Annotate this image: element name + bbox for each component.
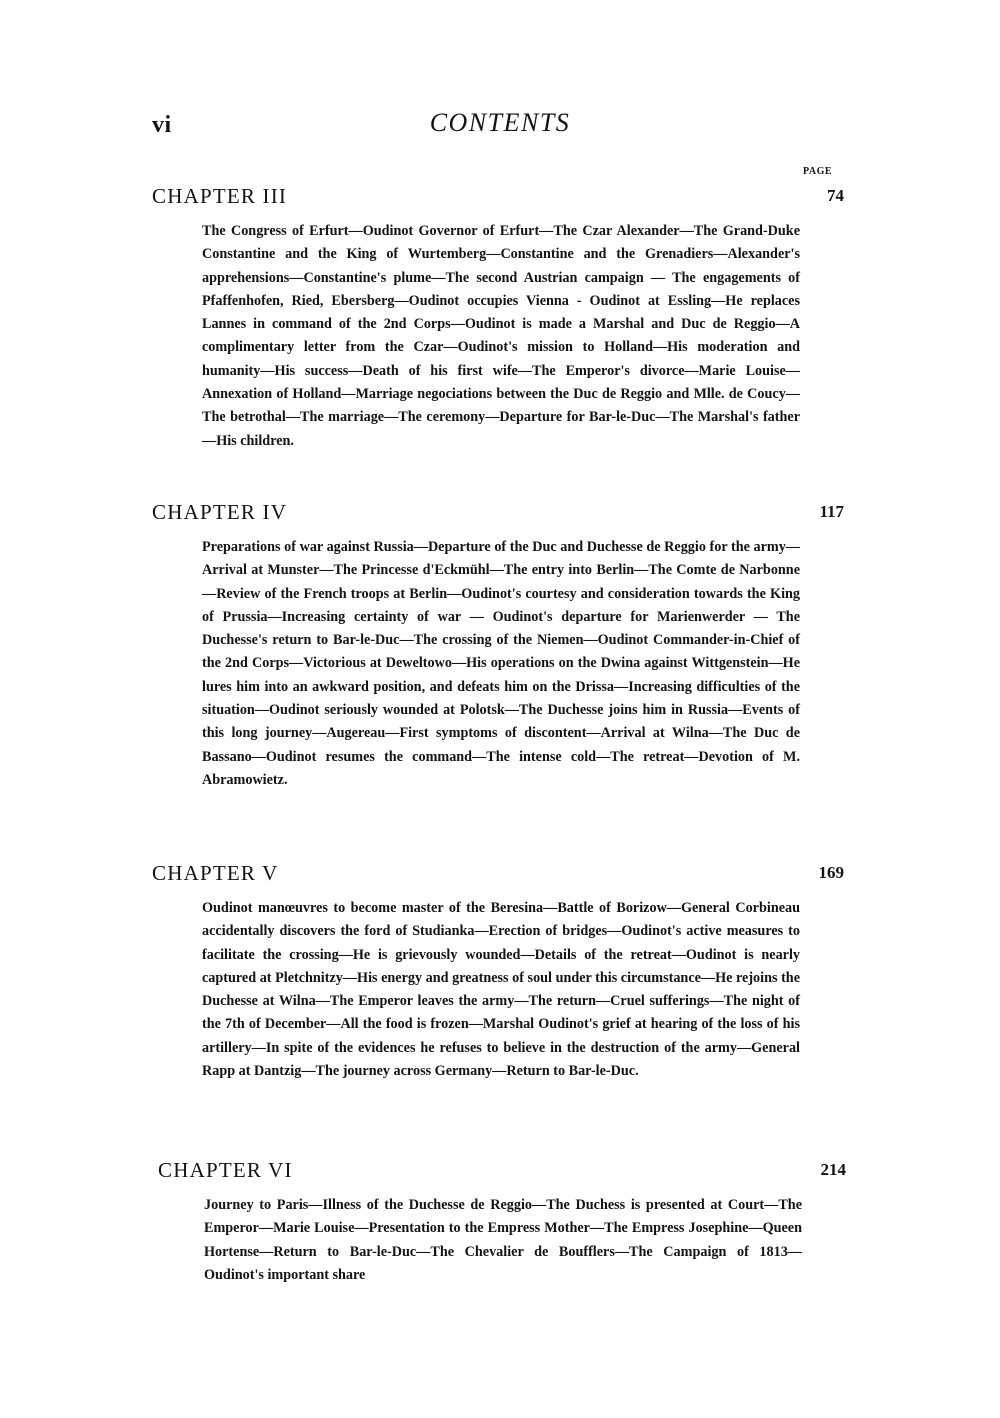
chapter-title[interactable]: CHAPTER IV (152, 500, 288, 524)
chapter-page-number[interactable]: 214 (820, 1160, 846, 1179)
chapter-title[interactable]: CHAPTER VI (158, 1158, 293, 1182)
chapter-title[interactable]: CHAPTER V (152, 861, 279, 885)
chapter-summary: The Congress of Erfurt—Oudinot Governor of Erfurt—The Czar Alexander—The Grand-Duke Constantine and the King of Wurtemberg—Constantine and the Grenadiers—Alexander's apprehensions—Constantine's plume—The second Austrian campaign — The engagements of Pfaffenhofen, Ried, Ebersberg—Oudinot occupies Vienna - Oudinot at Essling—He replaces Lannes in command of the 2nd Corps—Oudinot is made a Marshal and Duc de Reggio—A complimentary letter from the Czar—Oudinot's mission to Holland—His moderation and humanity—His success—Death of his first wife—The Emperor's divorce—Marie Louise—Annexation of Holland—Marriage negociations between the Duc de Reggio and Mlle. de Coucy—The betrothal—The marriage—The ceremony—Departure for Bar-le-Duc—The Marshal's father—His children. (202, 223, 800, 449)
page-title: CONTENTS (429, 108, 571, 137)
chapter-page-number[interactable]: 117 (819, 502, 844, 521)
chapter-entry-v (152, 861, 844, 1083)
chapter-summary: Oudinot manœuvres to become master of the Beresina—Battle of Borizow—General Corbineau accidentally discovers the ford of Studianka—Erection of bridges—Oudinot's active measures to facilitate the crossing—He is grievously wounded—Details of the retreat—Oudinot is nearly captured at Pletchnitzy—His energy and greatness of soul under this circumstance—He rejoins the Duchesse at Wilna—The Emperor leaves the army—The return—Cruel sufferings—The night of the 7th of December—All the food is frozen—Marshal Oudinot's grief at hearing of the loss of his artillery—In spite of the evidences he refuses to believe in the destruction of the army—General Rapp at Dantzig—The journey across Germany—Return to Bar-le-Duc. (202, 900, 800, 1080)
chapter-page-number[interactable]: 169 (818, 863, 844, 882)
chapter-entry-vi (158, 1158, 846, 1287)
chapter-heading (152, 184, 844, 214)
chapter-summary: Preparations of war against Russia—Departure of the Duc and Duchesse de Reggio for the army—Arrival at Munster—The Princesse d'Eckmühl—The entry into Berlin—The Comte de Narbonne—Review of the French troops at Berlin—Oudinot's courtesy and consideration towards the King of Prussia—Increasing certainty of war — Oudinot's departure for Marienwerder — The Duchesse's return to Bar-le-Duc—The crossing of the Niemen—Oudinot Commander-in-Chief of the 2nd Corps—Victorious at Deweltowo—His operations on the Dwina against Wittgenstein—He lures him into an awkward position, and defeats him on the Drissa—Increasing difficulties of the situation—Oudinot seriously wounded at Polotsk—The Duchesse joins him in Russia—Events of this long journey—Augereau—First symptoms of discontent—Arrival at Wilna—The Duc de Bassano—Oudinot resumes the command—The intense cold—The retreat—Devotion of M. Abramowietz. (202, 539, 800, 788)
chapter-entry-iv (152, 500, 844, 792)
chapter-heading (152, 500, 844, 530)
chapter-page-number[interactable]: 74 (827, 186, 844, 205)
chapter-entry-iii (152, 184, 844, 453)
chapter-heading (158, 1158, 846, 1188)
page-number: vi (152, 112, 172, 138)
chapter-heading (152, 861, 844, 891)
page-column-label: PAGE (803, 166, 833, 177)
chapter-summary: Journey to Paris—Illness of the Duchesse de Reggio—The Duchess is presented at Court—The Emperor—Marie Louise—Presentation to the Empress Mother—The Empress Josephine—Queen Hortense—Return to Bar-le-Duc—The Chevalier de Boufflers—The Campaign of 1813—Oudinot's important share (204, 1197, 802, 1283)
chapter-title[interactable]: CHAPTER III (152, 184, 288, 208)
